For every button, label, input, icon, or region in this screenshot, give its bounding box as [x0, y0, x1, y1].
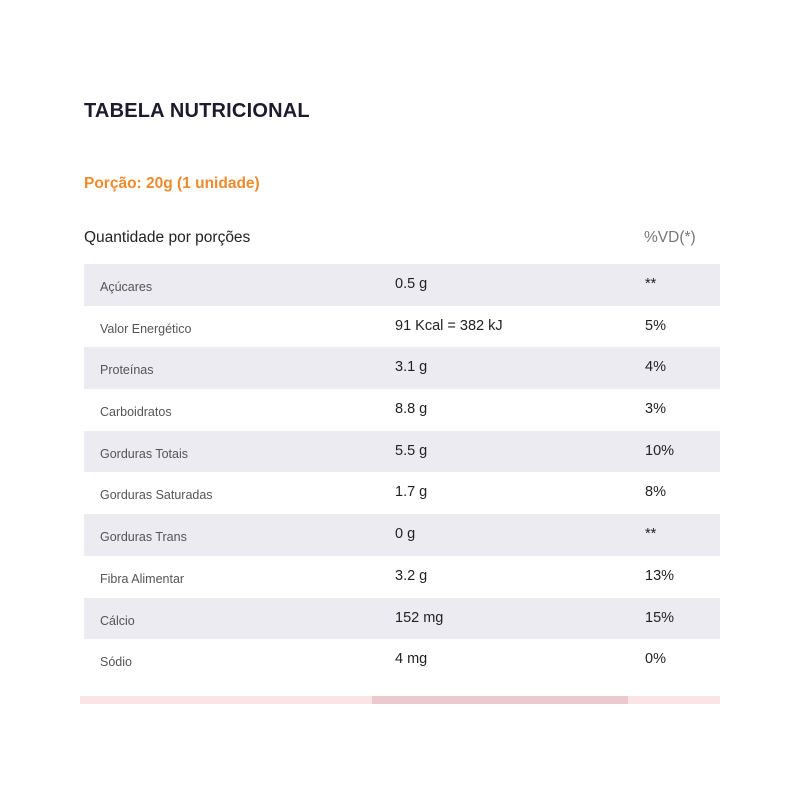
- portion-label: Porção: 20g (1 unidade): [84, 175, 260, 192]
- table-row: [84, 472, 720, 514]
- table-row: [84, 598, 720, 640]
- nutrient-name: Carboidratos: [100, 405, 172, 420]
- table-row: [84, 431, 720, 473]
- nutrient-daily-value: 5%: [645, 317, 666, 334]
- nutrient-name: Gorduras Saturadas: [100, 488, 213, 503]
- nutrient-daily-value: 10%: [645, 442, 675, 459]
- table-row: [84, 306, 720, 348]
- nutrient-name: Valor Energético: [100, 321, 192, 336]
- nutrient-daily-value: 0%: [645, 651, 666, 668]
- nutrient-quantity: 0.5 g: [395, 276, 428, 292]
- table-header: [84, 229, 720, 251]
- page-title: TABELA NUTRICIONAL: [84, 100, 310, 122]
- nutrient-name: Fibra Alimentar: [100, 571, 185, 586]
- nutrient-quantity: 1.7 g: [395, 484, 428, 501]
- nutrient-quantity: 4 mg: [395, 651, 428, 668]
- table-row: [84, 347, 720, 389]
- table-row: [84, 556, 720, 598]
- nutrition-table: [84, 264, 720, 681]
- nutrient-name: Gorduras Totais: [100, 446, 189, 461]
- nutrient-daily-value: **: [645, 276, 657, 292]
- nutrient-name: Açúcares: [100, 280, 153, 294]
- nutrient-name: Sódio: [100, 655, 132, 670]
- nutrient-name: Cálcio: [100, 613, 135, 628]
- nutrient-daily-value: 3%: [645, 401, 666, 418]
- table-row: [84, 264, 720, 306]
- nutrient-quantity: 91 Kcal = 382 kJ: [395, 317, 503, 334]
- nutrient-daily-value: 4%: [645, 359, 666, 376]
- nutrient-quantity: 3.1 g: [395, 359, 428, 376]
- daily-value-header: %VD(*): [644, 229, 696, 246]
- nutrient-quantity: 5.5 g: [395, 442, 428, 459]
- table-row: [84, 639, 720, 681]
- nutrient-daily-value: 8%: [645, 484, 666, 501]
- nutrient-quantity: 0 g: [395, 526, 416, 543]
- nutrient-quantity: 152 mg: [395, 609, 444, 626]
- table-row: [84, 389, 720, 431]
- nutrient-name: Proteínas: [100, 363, 154, 378]
- nutrient-quantity: 8.8 g: [395, 401, 428, 418]
- nutrient-daily-value: 13%: [645, 567, 675, 584]
- table-row: [84, 514, 720, 556]
- nutrient-daily-value: 15%: [645, 609, 675, 626]
- scrollbar-thumb[interactable]: [372, 696, 628, 704]
- horizontal-scrollbar[interactable]: [80, 696, 720, 704]
- nutrient-name: Gorduras Trans: [100, 530, 187, 545]
- nutrient-quantity: 3.2 g: [395, 567, 428, 584]
- nutrient-daily-value: **: [645, 526, 657, 543]
- quantity-header: Quantidade por porções: [84, 229, 251, 246]
